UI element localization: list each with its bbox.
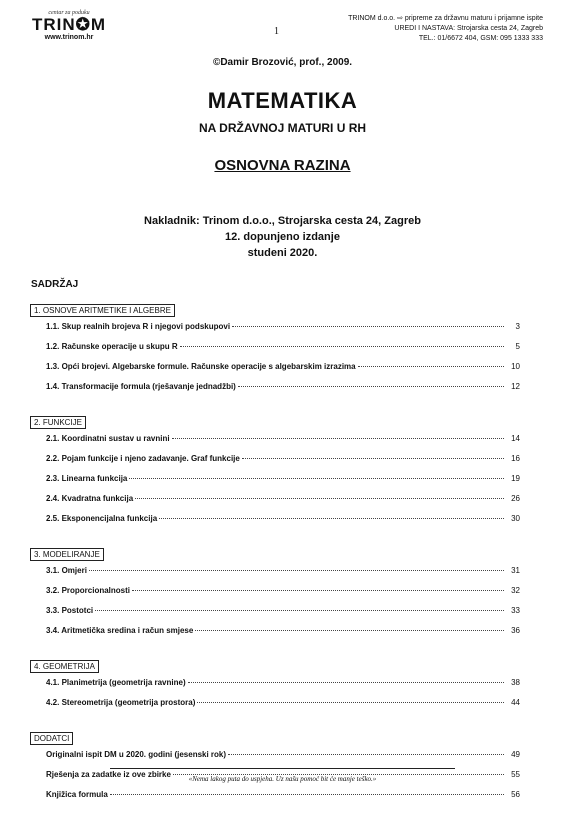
company-line-2: UREDI I NASTAVA: Strojarska cesta 24, Zagreb	[394, 25, 543, 32]
footer-divider	[110, 768, 455, 769]
toc-entry-label: 2.4. Kvadratna funkcija	[46, 494, 134, 503]
logo-tagline: centar za poduku	[48, 10, 90, 16]
logo-name: TRIN✪M	[31, 15, 107, 34]
toc-entry-label: 2.1. Koordinatni sustav u ravnini	[46, 434, 170, 443]
toc-leader-dots	[180, 346, 504, 347]
toc-leader-dots	[238, 386, 504, 387]
toc-leader-dots	[129, 478, 504, 479]
toc-leader-dots	[228, 754, 504, 755]
date-line: studeni 2020.	[247, 247, 318, 259]
toc-entry	[30, 566, 520, 586]
toc-entry	[30, 750, 520, 770]
toc-entry-page: 31	[511, 566, 520, 575]
logo-url: www.trinom.hr	[44, 34, 94, 41]
toc-entry-label: 1.4. Transformacije formula (rješavanje jednadžbi)	[46, 382, 236, 391]
toc-section-title: DODATCI	[30, 732, 73, 745]
table-of-contents	[30, 300, 520, 820]
toc-entry-label: 4.2. Stereometrija (geometrija prostora)	[46, 698, 196, 707]
toc-leader-dots	[358, 366, 504, 367]
toc-entry	[30, 362, 520, 382]
toc-section	[30, 300, 520, 402]
toc-entry-label: 2.3. Linearna funkcija	[46, 474, 128, 483]
toc-section-title: 2. FUNKCIJE	[30, 416, 86, 429]
toc-entry	[30, 790, 520, 810]
toc-leader-dots	[172, 438, 504, 439]
toc-entry-page: 44	[511, 698, 520, 707]
toc-leader-dots	[188, 682, 504, 683]
toc-leader-dots	[195, 630, 504, 631]
document-level: OSNOVNA RAZINA	[214, 157, 351, 174]
toc-entry	[30, 434, 520, 454]
toc-entry-page: 26	[511, 494, 520, 503]
toc-entry	[30, 382, 520, 402]
toc-entry-label: 1.2. Računske operacije u skupu R	[46, 342, 178, 351]
toc-entry	[30, 514, 520, 534]
toc-entry-page: 56	[511, 790, 520, 799]
toc-leader-dots	[159, 518, 504, 519]
company-line-3: TEL.: 01/6672 404, GSM: 095 1333 333	[418, 35, 543, 42]
toc-entry-page: 5	[515, 342, 520, 351]
toc-entry-label: 4.1. Planimetrija (geometrija ravnine)	[46, 678, 186, 687]
footer-motto: «Nema lakog puta do uspjeha. Uz našu pomoć bit će manje teško.»	[188, 775, 377, 783]
toc-section-title: 4. GEOMETRIJA	[30, 660, 99, 673]
toc-entry-page: 55	[511, 770, 520, 779]
toc-entry	[30, 474, 520, 494]
toc-leader-dots	[89, 570, 504, 571]
copyright-line: ©Damir Brozović, prof., 2009.	[212, 57, 353, 68]
toc-entry-page: 36	[511, 626, 520, 635]
toc-section	[30, 544, 520, 646]
company-logo	[24, 10, 114, 41]
toc-entry	[30, 626, 520, 646]
toc-entry-label: 3.4. Aritmetička sredina i račun smjese	[46, 626, 194, 635]
company-info	[348, 14, 543, 44]
toc-entry-label: 1.3. Opći brojevi. Algebarske formule. Računske operacije s algebarskim izrazima	[46, 362, 356, 371]
toc-entry-page: 32	[511, 586, 520, 595]
toc-entry-label: Knjižica formula	[46, 790, 108, 799]
publisher-line: Nakladnik: Trinom d.o.o., Strojarska cesta 24, Zagreb	[144, 215, 421, 227]
toc-entry-page: 38	[511, 678, 520, 687]
toc-entry	[30, 698, 520, 718]
toc-entry-label: 1.1. Skup realnih brojeva R i njegovi podskupovi	[46, 322, 231, 331]
toc-entry-page: 12	[511, 382, 520, 391]
toc-section-title: 3. MODELIRANJE	[30, 548, 104, 561]
toc-section	[30, 412, 520, 534]
toc-entry-page: 30	[511, 514, 520, 523]
toc-entry-page: 10	[511, 362, 520, 371]
toc-leader-dots	[132, 590, 504, 591]
toc-entry	[30, 606, 520, 626]
company-line-1: TRINOM d.o.o. ⇨ pripreme za državnu maturu i prijamne ispite	[348, 15, 543, 22]
toc-entry	[30, 454, 520, 474]
toc-leader-dots	[197, 702, 504, 703]
edition-line: 12. dopunjeno izdanje	[225, 231, 340, 243]
toc-leader-dots	[110, 794, 504, 795]
document-title: MATEMATIKA	[207, 88, 358, 113]
toc-leader-dots	[135, 498, 504, 499]
toc-entry	[30, 322, 520, 342]
toc-leader-dots	[95, 610, 504, 611]
toc-entry	[30, 342, 520, 362]
toc-entry-label: Rješenja za zadatke iz ove zbirke	[46, 770, 171, 779]
toc-heading: SADRŽAJ	[31, 279, 79, 290]
toc-entry-page: 33	[511, 606, 520, 615]
toc-entry-page: 3	[515, 322, 520, 331]
toc-entry-page: 16	[511, 454, 520, 463]
toc-section	[30, 656, 520, 718]
publication-info	[0, 213, 565, 261]
page-number: 1	[274, 26, 279, 37]
toc-entry-label: 3.1. Omjeri	[46, 566, 87, 575]
toc-leader-dots	[242, 458, 504, 459]
toc-entry-label: 3.2. Proporcionalnosti	[46, 586, 131, 595]
toc-entry	[30, 586, 520, 606]
toc-entry-label: 2.5. Eksponencijalna funkcija	[46, 514, 158, 523]
document-subtitle: NA DRŽAVNOJ MATURI U RH	[198, 121, 367, 135]
toc-entry-label: Originalni ispit DM u 2020. godini (jesenski rok)	[46, 750, 227, 759]
toc-entry-page: 19	[511, 474, 520, 483]
toc-entry-label: 2.2. Pojam funkcije i njeno zadavanje. Graf funkcije	[46, 454, 240, 463]
toc-section	[30, 728, 520, 810]
toc-entry	[30, 494, 520, 514]
toc-leader-dots	[232, 326, 504, 327]
toc-entry-label: 3.3. Postotci	[46, 606, 94, 615]
toc-entry	[30, 678, 520, 698]
toc-section-title: 1. OSNOVE ARITMETIKE I ALGEBRE	[30, 304, 175, 317]
toc-entry-page: 14	[511, 434, 520, 443]
toc-entry-page: 49	[511, 750, 520, 759]
